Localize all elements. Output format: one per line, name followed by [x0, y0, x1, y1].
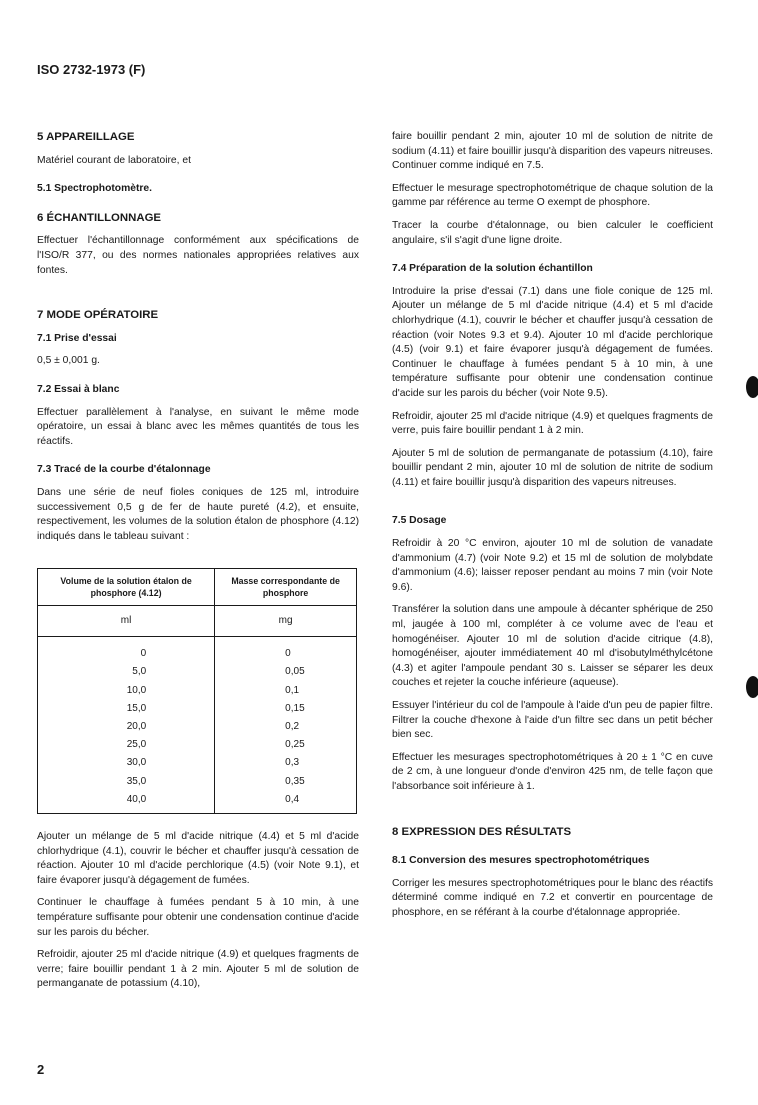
section-7-1-text: 0,5 ± 0,001 g. [37, 355, 100, 367]
table-cell-volume: 5,0 [132, 666, 147, 678]
paragraph-boil: faire bouillir pendant 2 min, ajouter 10 ml de solution de nitrite de sodium (4.11) et faire bouillir jusqu'à disparition des vapeurs nitreuses. Continuer comme indiqué en 7.5. [392, 131, 713, 172]
section-7-4-heading: 7.4 Préparation de la solution échantillon [392, 263, 593, 275]
paragraph-acid-mixture: Ajouter un mélange de 5 ml d'acide nitrique (4.4) et 5 ml d'acide chlorhydrique (4.1), couvrir le bécher et chauffer jusqu'à cessation de réaction. Ajouter 10 ml d'acide perchlorique (4.5) (voir Note 9.1), et faire évaporer jusqu'à dégagement de fumées. [37, 830, 359, 886]
section-7-5-text-1: Refroidir à 20 °C environ, ajouter 10 ml de solution de vanadate d'ammonium (4.7) (voir Note 9.2) et 15 ml de solution de molybdate d'ammonium (4.6); laisser reposer pendant au moins 7 min (voir Note 9.6). [392, 538, 713, 593]
section-6-heading: 6 ÉCHANTILLONNAGE [37, 211, 162, 224]
table-cell-mass: 0,4 [285, 793, 300, 805]
paragraph-curve: Tracer la courbe d'étalonnage, ou bien calculer le coefficient angulaire, s'il s'agit d'une ligne droite. [392, 219, 713, 246]
table-cell-volume: 40,0 [126, 793, 147, 805]
table-cell-mass: 0,35 [285, 775, 305, 787]
table-cell-mass: 0,1 [285, 684, 300, 696]
table-cell-mass: 0,15 [285, 702, 305, 714]
section-6-text: Effectuer l'échantillonnage conformément aux spécifications de l'ISO/R 377, ou des normes nationales appropriées relatives aux fontes. [37, 235, 359, 276]
volume-column [38, 637, 215, 814]
section-5-heading: 5 APPAREILLAGE [37, 131, 135, 143]
calibration-table [37, 568, 357, 814]
table-cell-mass: 0 [285, 648, 291, 660]
document-header: ISO 2732-1973 (F) [37, 62, 146, 77]
section-7-5-text-2: Transférer la solution dans une ampoule à décanter sphérique de 250 ml, jaugée à 100 ml, compléter à ce volume avec de l'eau et homogénéiser. Ajouter 10 ml de solution d'acide citrique (4.8), homogénéiser, ajouter immédiatement 40 ml d'isobutylméthylcétone (4.3) et agiter l'ampoule pendant 30 s. Laisser se séparer les deux couches et rejeter la couche inférieure (aqueuse). [392, 604, 713, 689]
margin-punch-hole [746, 676, 758, 698]
table-cell-volume: 10,0 [126, 684, 147, 696]
section-7-5-heading: 7.5 Dosage [392, 515, 447, 527]
section-5-1-heading: 5.1 Spectrophotomètre. [37, 183, 153, 195]
section-7-4-text-2: Refroidir, ajouter 25 ml d'acide nitrique (4.9) et quelques fragments de verre, puis faire bouillir pendant 1 à 2 min. [392, 410, 713, 437]
page-number: 2 [37, 1062, 45, 1077]
section-7-4-text-3: Ajouter 5 ml de solution de permanganate de potassium (4.10), faire bouillir pendant 2 min, ajouter 10 ml de solution de nitrite de sodium (4.11) et faire bouillir jusqu'à disparition des vapeurs nitreuses. [392, 447, 713, 488]
mass-column [215, 637, 357, 814]
section-7-1-heading: 7.1 Prise d'essai [37, 332, 117, 344]
table-cell-mass: 0,05 [285, 666, 305, 678]
margin-punch-hole [746, 376, 758, 398]
table-unit-volume: ml [38, 606, 215, 637]
table-cell-mass: 0,25 [285, 739, 305, 751]
paragraph-measurement: Effectuer le mesurage spectrophotométrique de chaque solution de la gamme par référence au terme O exempt de phosphore. [392, 182, 713, 209]
section-8-1-text: Corriger les mesures spectrophotométriques pour le blanc des réactifs déterminé comme indiqué en 7.2 et convertir en pourcentage de phosphore, en se référant à la courbe d'étalonnage appropriée. [392, 877, 713, 918]
section-8-heading: 8 EXPRESSION DES RÉSULTATS [392, 825, 572, 838]
section-7-3-heading: 7.3 Tracé de la courbe d'étalonnage [37, 464, 211, 476]
section-7-3-text: Dans une série de neuf fioles coniques de 125 ml, introduire successivement 0,5 g de fer de haute pureté (4.2), et ensuite, respectivement, les volumes de la solution étalon de phosphore (4.12) indiqués dans le tableau suivant : [37, 486, 359, 542]
section-5-text: Matériel courant de laboratoire, et [37, 154, 191, 166]
table-header-mass: Masse correspondante de phosphore [215, 569, 357, 606]
section-7-4-text-1: Introduire la prise d'essai (7.1) dans une fiole conique de 125 ml. Ajouter un mélange de 5 ml d'acide nitrique (4.4) et 5 ml d'acide chlorhydrique (4.1), couvrir le bécher et chauffer jusqu'à cessation de réaction (voir Notes 9.3 et 9.4). Ajouter 10 ml d'acide perchlorique (4.5) (voir 9.1) et faire évaporer jusqu'à dégagement de fumées. Continuer le chauffage à fumées pendant 5 à 10 min, à une température suffisante pour obtenir une condensation continue d'acide sur les parois du bécher (voir Note 9.5). [392, 285, 713, 399]
paragraph-cooling: Refroidir, ajouter 25 ml d'acide nitrique (4.9) et quelques fragments de verre; faire bouillir pendant 1 à 2 min. Ajouter 5 ml de solution de permanganate de potassium (4.10), [37, 949, 359, 990]
table-cell-mass: 0,3 [285, 757, 300, 769]
section-7-heading: 7 MODE OPÉRATOIRE [37, 309, 159, 322]
table-cell-volume: 20,0 [126, 721, 147, 733]
section-7-5-text-4: Effectuer les mesurages spectrophotométriques à 20 ± 1 °C en cuve de 2 cm, à une longueur d'onde d'environ 425 nm, de telle façon que l'absorbance soit inférieure à 1. [392, 751, 713, 792]
section-7-2-text: Effectuer parallèlement à l'analyse, en suivant le même mode opératoire, un essai à blanc avec les mêmes quantités de tous les réactifs. [37, 406, 359, 447]
paragraph-heating: Continuer le chauffage à fumées pendant 5 à 10 min, à une température suffisante pour obtenir une condensation continue d'acide sur les parois du bécher. [37, 897, 359, 938]
table-cell-volume: 0 [140, 648, 147, 660]
table-cell-volume: 25,0 [126, 739, 147, 751]
table-cell-mass: 0,2 [285, 721, 300, 733]
section-7-2-heading: 7.2 Essai à blanc [37, 383, 120, 395]
section-8-1-heading: 8.1 Conversion des mesures spectrophotométriques [392, 855, 650, 867]
table-header-volume: Volume de la solution étalon de phosphore (4.12) [38, 569, 215, 606]
table-cell-volume: 15,0 [126, 702, 147, 714]
section-7-5-text-3: Essuyer l'intérieur du col de l'ampoule à l'aide d'un peu de papier filtre. Filtrer la couche d'hexone à l'aide d'un filtre sec dans un petit bécher bien sec. [392, 700, 713, 741]
table-cell-volume: 30,0 [126, 757, 147, 769]
table-cell-volume: 35,0 [126, 775, 147, 787]
table-unit-mass: mg [215, 606, 357, 637]
right-column [392, 130, 713, 929]
left-column [37, 130, 359, 1000]
